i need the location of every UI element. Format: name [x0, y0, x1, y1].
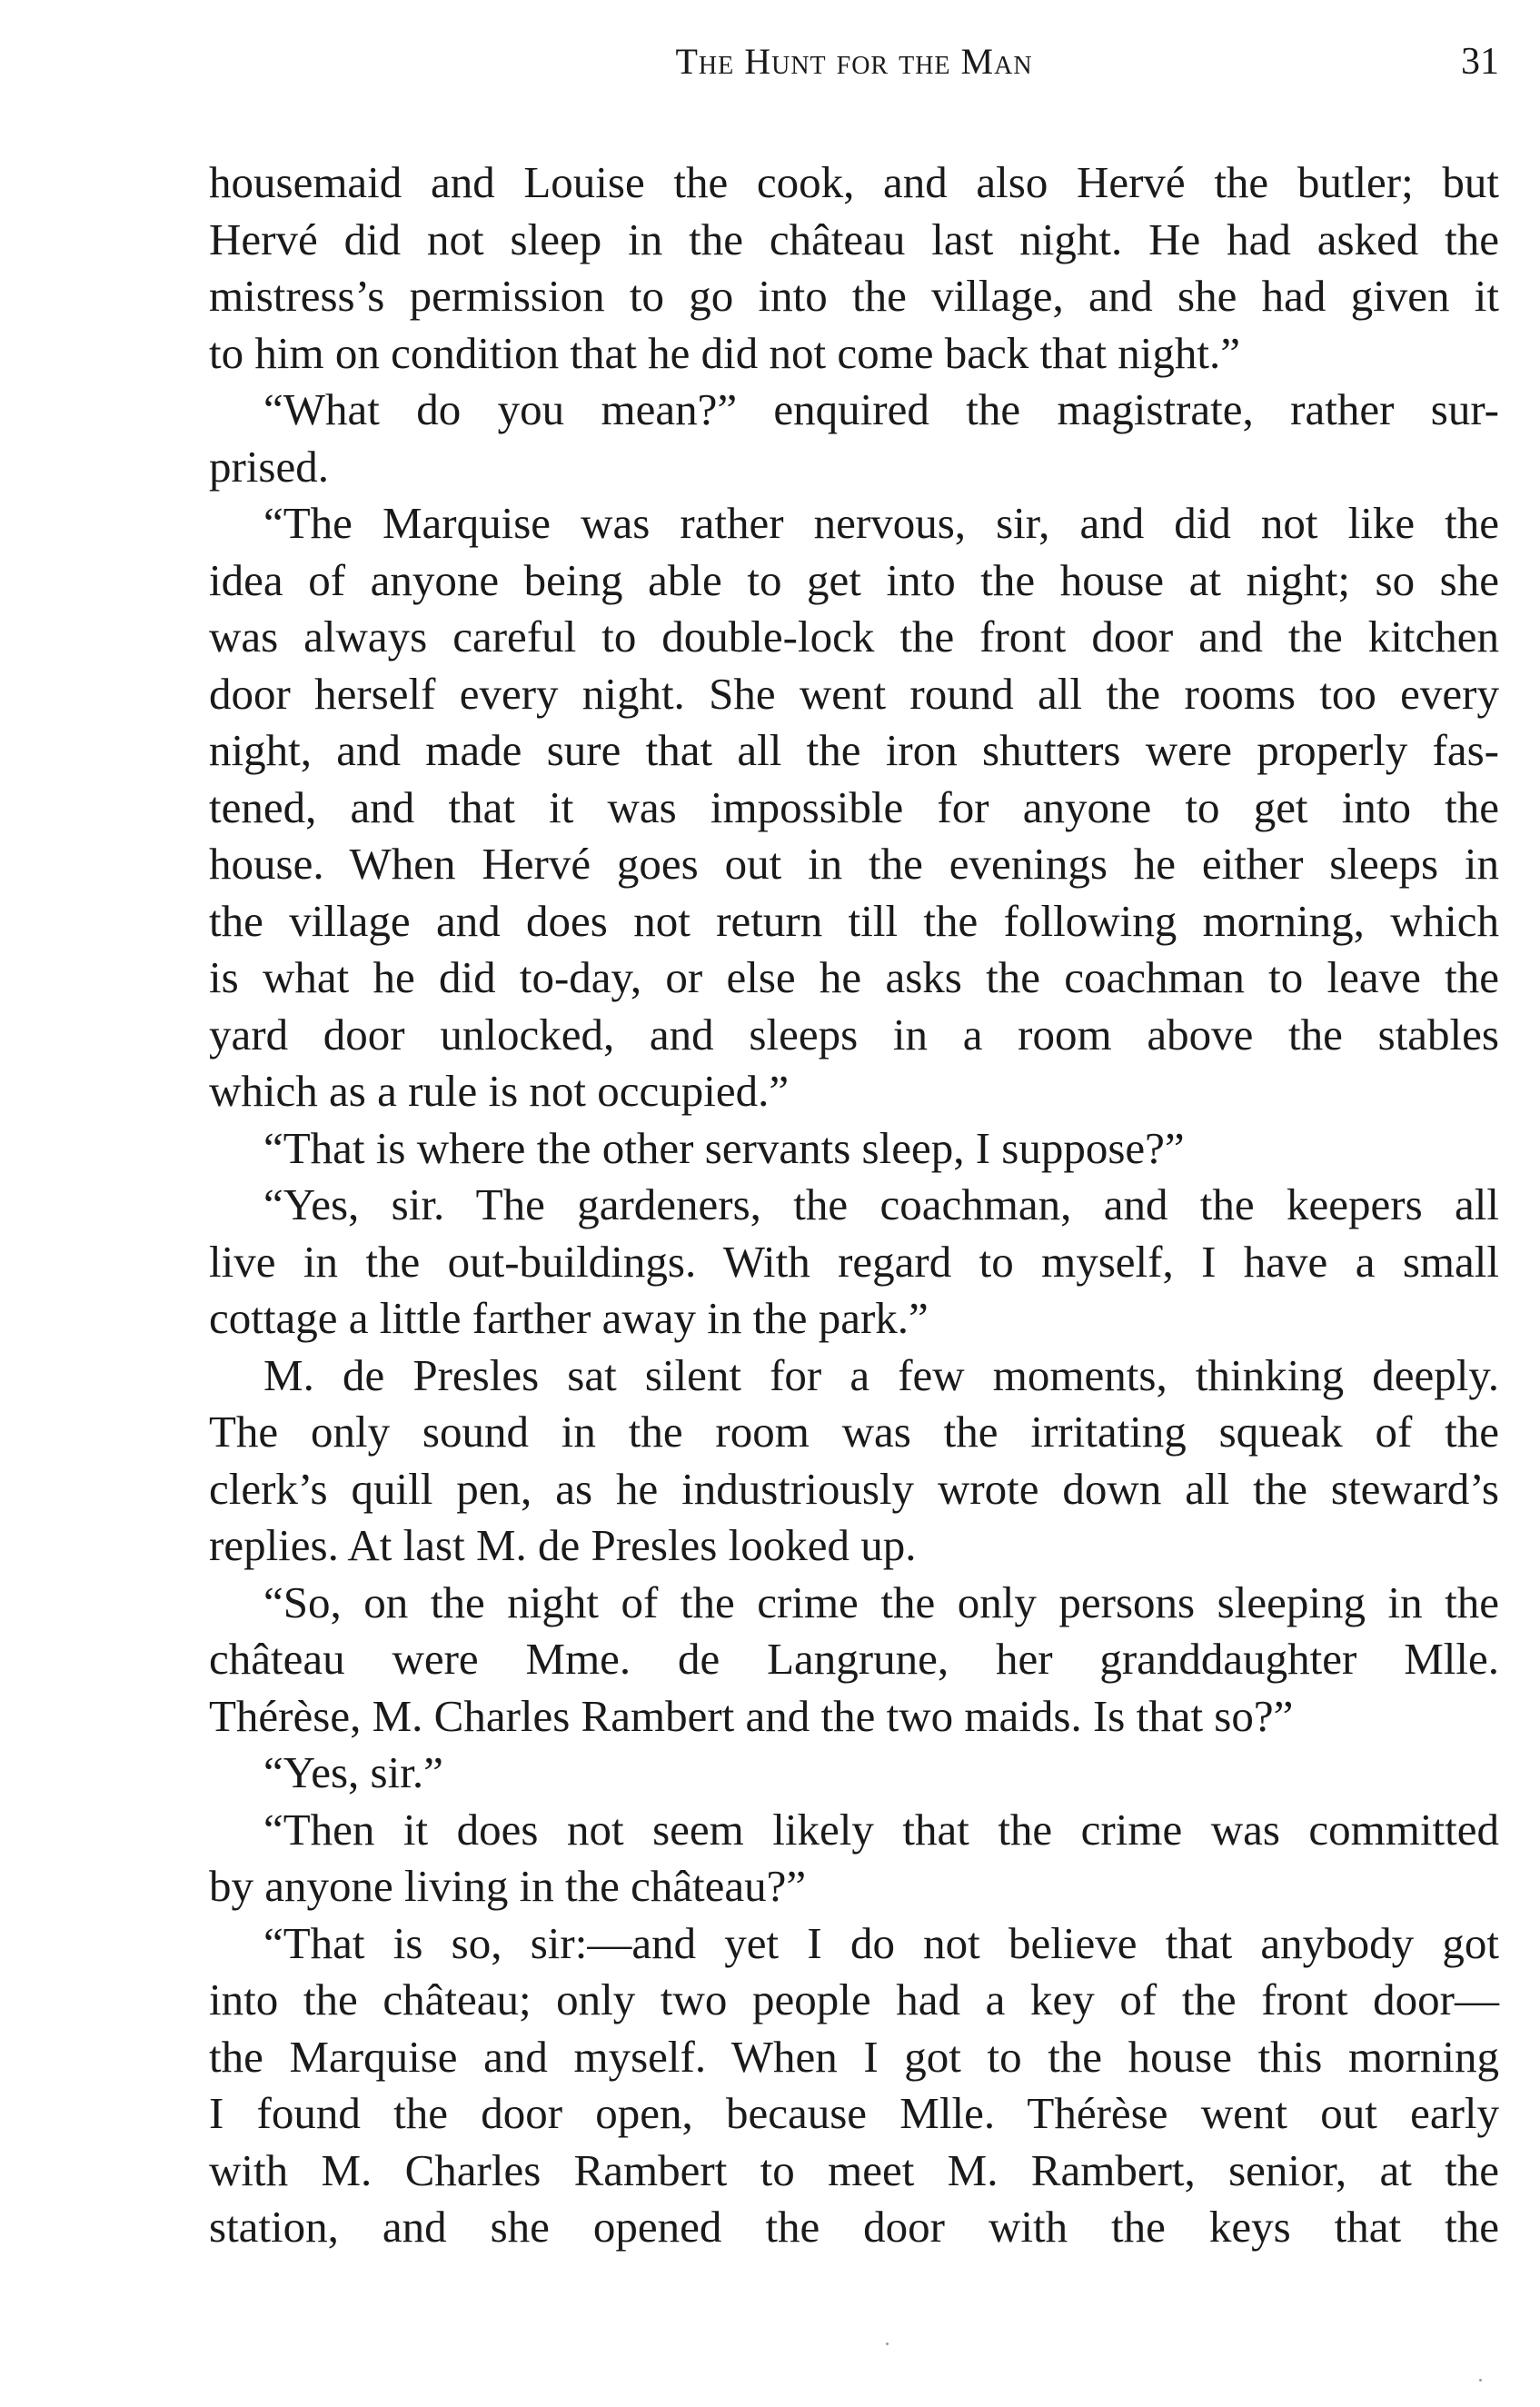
text-line: which as a rule is not occupied.” [209, 1066, 790, 1116]
text-line: “What do you mean?” enquired the magistrate, rather sur- [263, 384, 1499, 434]
text-line: door herself every night. She went round all the rooms too every [209, 668, 1499, 719]
text-line: “Yes, sir.” [263, 1747, 443, 1797]
running-title: The Hunt for the Man [675, 41, 1033, 82]
text-line: idea of anyone being able to get into the house at night; so she [209, 554, 1499, 605]
running-head [209, 40, 1499, 94]
text-line: night, and made sure that all the iron shutters were properly fas- [209, 725, 1499, 775]
text-line: replies. At last M. de Presles looked up. [209, 1520, 917, 1570]
text-line: Thérèse, M. Charles Rambert and the two maids. Is that so?” [209, 1690, 1294, 1741]
text-line: yard door unlocked, and sleeps in a room above the stables [209, 1009, 1499, 1059]
text-line: into the château; only two people had a key of the front door— [209, 1974, 1499, 2024]
body-text [209, 154, 1499, 2256]
text-line: château were Mme. de Langrune, her granddaughter Mlle. [209, 1634, 1499, 1684]
text-line: to him on condition that he did not come back that night.” [209, 327, 1240, 378]
text-line: “Then it does not seem likely that the crime was committed [263, 1804, 1499, 1855]
scan-speck [1479, 2379, 1482, 2382]
scan-speck [886, 2342, 889, 2345]
text-line: clerk’s quill pen, as he industriously wrote down all the steward’s [209, 1463, 1499, 1514]
text-line: was always careful to double-lock the front door and the kitchen [209, 612, 1499, 661]
text-line: house. When Hervé goes out in the evenings he either sleeps in [209, 839, 1499, 889]
text-line: the Marquise and myself. When I got to the house this morning [209, 2031, 1499, 2082]
text-line: The only sound in the room was the irritating squeak of the [209, 1407, 1499, 1457]
text-line: the village and does not return till the following morning, which [209, 895, 1499, 946]
text-line: live in the out-buildings. With regard to myself, I have a small [209, 1236, 1499, 1287]
text-line: tened, and that it was impossible for anyone to get into the [209, 781, 1499, 832]
text-line: M. de Presles sat silent for a few moments, thinking deeply. [263, 1349, 1499, 1400]
text-line: “So, on the night of the crime the only persons sleeping in the [263, 1576, 1499, 1627]
text-line: cottage a little farther away in the park.” [209, 1293, 929, 1343]
text-line: housemaid and Louise the cook, and also Hervé the butler; but [209, 157, 1499, 207]
page-number: 31 [1461, 41, 1499, 83]
text-line: “That is where the other servants sleep, I suppose?” [263, 1122, 1185, 1173]
text-line: with M. Charles Rambert to meet M. Rambert, senior, at the [209, 2144, 1499, 2195]
text-line: “That is so, sir:—and yet I do not believe that anybody got [263, 1917, 1499, 1968]
text-line: Hervé did not sleep in the château last night. He had asked the [209, 214, 1499, 264]
text-line: prised. [209, 441, 329, 492]
text-line: I found the door open, because Mlle. Thérèse went out early [209, 2088, 1499, 2138]
text-line: is what he did to-day, or else he asks the coachman to leave the [209, 952, 1499, 1002]
text-line: “Yes, sir. The gardeners, the coachman, and the keepers all [263, 1179, 1499, 1229]
text-line: by anyone living in the château?” [209, 1861, 807, 1911]
text-line: “The Marquise was rather nervous, sir, and did not like the [263, 498, 1499, 548]
text-line: station, and she opened the door with the keys that the [209, 2202, 1499, 2252]
text-line: mistress’s permission to go into the village, and she had given it [209, 271, 1499, 321]
